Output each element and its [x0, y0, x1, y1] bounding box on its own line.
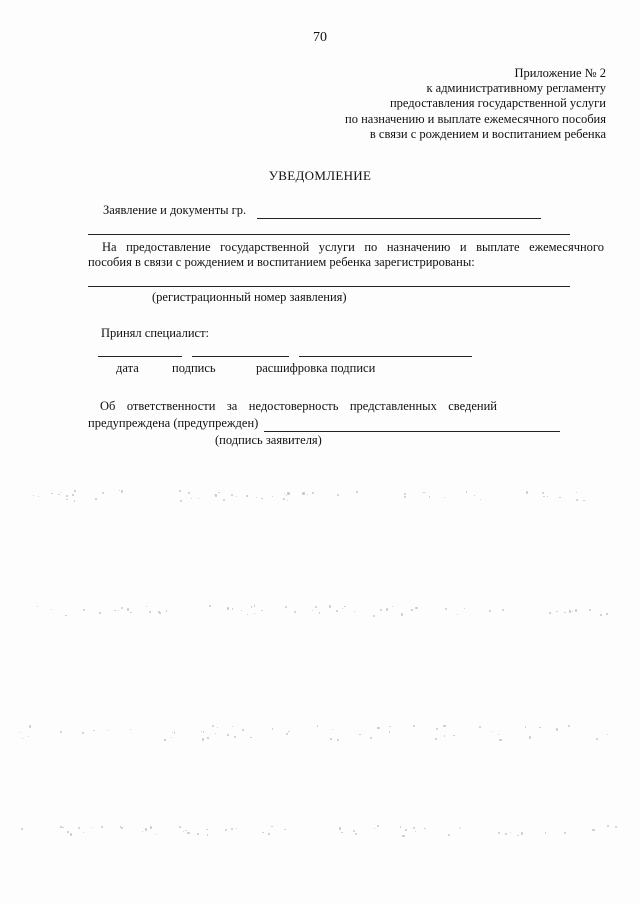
- scan-speck: [525, 726, 527, 728]
- scan-speck: [287, 500, 288, 501]
- scan-speck: [374, 828, 375, 829]
- scan-speck: [236, 496, 237, 497]
- scan-speck: [164, 739, 165, 740]
- scan-speck: [61, 492, 62, 493]
- scan-speck: [166, 610, 167, 611]
- scan-speck: [315, 606, 317, 608]
- scan-speck: [389, 731, 390, 732]
- scan-speck: [444, 735, 446, 737]
- scan-speck: [146, 606, 147, 607]
- scan-speck: [545, 832, 547, 834]
- responsibility-line-2: предупреждена (предупрежден): [88, 416, 259, 430]
- scan-speck: [448, 834, 450, 836]
- scan-speck: [127, 608, 129, 610]
- scan-speck: [179, 490, 181, 492]
- responsibility-line-1: Об ответственности за недостоверность представленных сведений: [100, 399, 497, 413]
- scan-speck: [114, 610, 116, 612]
- scan-speck: [242, 729, 244, 731]
- scan-speck: [232, 608, 233, 609]
- scan-speck: [179, 826, 181, 828]
- scan-speck: [592, 829, 594, 831]
- scan-speck: [510, 832, 511, 833]
- scan-speck: [353, 830, 355, 832]
- scan-speck: [121, 490, 123, 492]
- appendix-line: в связи с рождением и воспитанием ребенка: [369, 126, 606, 141]
- scan-speck: [568, 725, 570, 727]
- scan-speck: [402, 835, 404, 837]
- scan-speck: [529, 736, 531, 738]
- scan-speck: [121, 827, 123, 829]
- scan-speck: [28, 736, 29, 737]
- scan-speck: [332, 729, 333, 730]
- scan-speck: [499, 739, 501, 741]
- scan-speck: [21, 828, 23, 830]
- scan-speck: [101, 826, 103, 828]
- scan-speck: [215, 733, 216, 734]
- scan-speck: [102, 492, 104, 494]
- scan-speck: [261, 610, 262, 611]
- scan-speck: [145, 828, 147, 830]
- scan-speck: [285, 606, 287, 608]
- scan-speck: [330, 738, 332, 740]
- scan-speck: [284, 493, 286, 495]
- scan-speck: [272, 728, 274, 730]
- page-number: 70: [313, 30, 327, 45]
- scan-speck: [91, 827, 92, 828]
- scan-speck: [227, 607, 229, 609]
- scan-speck: [247, 614, 248, 615]
- registration-line-1: На предоставление государственной услуги по назначению и выплате ежемесячного: [102, 240, 604, 254]
- scan-speck: [329, 605, 331, 607]
- scan-speck: [337, 494, 339, 496]
- scan-speck: [596, 738, 598, 740]
- scan-speck: [254, 605, 255, 606]
- scan-speck: [60, 731, 62, 733]
- scan-speck: [287, 492, 289, 494]
- scan-speck: [615, 826, 617, 828]
- scan-speck: [217, 727, 218, 728]
- scan-speck: [444, 497, 445, 498]
- applicant-name-line-2[interactable]: [88, 234, 570, 235]
- scan-speck: [262, 832, 263, 833]
- scan-speck: [576, 492, 577, 493]
- scan-speck: [415, 831, 416, 832]
- scan-speck: [256, 497, 257, 498]
- scan-speck: [400, 826, 402, 828]
- applicant-signature-caption: (подпись заявителя): [215, 433, 322, 447]
- date-line[interactable]: [98, 356, 182, 357]
- scan-speck: [246, 495, 248, 497]
- scan-speck: [149, 611, 151, 613]
- scan-speck: [22, 738, 23, 739]
- signature-line[interactable]: [192, 356, 289, 357]
- scan-speck: [319, 612, 321, 614]
- scan-speck: [401, 613, 403, 615]
- scan-speck: [108, 730, 109, 731]
- scan-speck: [386, 608, 388, 610]
- scan-speck: [171, 737, 173, 739]
- appendix-header: [345, 66, 606, 142]
- scan-speck: [336, 610, 338, 612]
- scan-speck: [392, 606, 393, 607]
- scan-speck: [549, 612, 551, 614]
- scan-speck: [543, 496, 545, 498]
- scan-speck: [60, 826, 62, 828]
- scan-speck: [130, 612, 132, 614]
- scan-speck: [600, 614, 602, 616]
- scan-speck: [559, 497, 560, 498]
- appendix-line: Приложение № 2: [514, 66, 606, 80]
- scan-speck: [272, 496, 273, 497]
- scan-speck: [82, 732, 84, 734]
- scan-speck: [78, 827, 80, 829]
- scan-speck: [572, 611, 573, 612]
- scan-speck: [435, 738, 437, 740]
- scan-speck: [198, 498, 199, 499]
- scan-speck: [38, 496, 39, 497]
- scan-speck: [542, 492, 544, 494]
- scan-speck: [187, 832, 189, 834]
- scan-speck: [254, 613, 255, 614]
- scan-speck: [261, 498, 263, 500]
- scan-speck: [156, 834, 157, 835]
- scan-speck: [209, 605, 211, 607]
- scan-speck: [411, 609, 413, 611]
- scan-speck: [302, 492, 304, 494]
- scan-speck: [251, 606, 253, 608]
- scan-speck: [564, 832, 566, 834]
- scan-speck: [337, 739, 339, 741]
- scan-speck: [429, 496, 431, 498]
- scan-speck: [225, 829, 227, 831]
- scan-speck: [607, 734, 608, 735]
- date-caption: дата: [116, 361, 139, 375]
- scan-speck: [413, 725, 415, 727]
- scan-speck: [62, 827, 63, 828]
- scan-speck: [556, 728, 558, 730]
- scan-speck: [498, 734, 499, 735]
- scan-speck: [142, 831, 143, 832]
- scan-speck: [294, 611, 296, 613]
- scan-speck: [413, 827, 415, 829]
- scan-speck: [607, 825, 609, 827]
- registration-number-line[interactable]: [88, 286, 570, 287]
- scan-speck: [241, 610, 242, 611]
- scan-speck: [150, 826, 152, 828]
- scan-speck: [121, 607, 123, 609]
- scan-speck: [51, 493, 53, 495]
- registration-number-caption: (регистрационный номер заявления): [152, 290, 347, 304]
- scan-speck: [29, 725, 31, 727]
- scan-speck: [423, 492, 424, 493]
- scan-speck: [286, 495, 287, 496]
- scan-speck: [206, 829, 207, 830]
- scan-speck: [505, 833, 507, 835]
- scan-speck: [589, 609, 591, 611]
- scan-speck: [232, 726, 233, 727]
- scan-speck: [268, 833, 270, 835]
- appendix-line: предоставления государственной услуги: [389, 96, 606, 111]
- scan-speck: [415, 607, 417, 609]
- scan-speck: [474, 495, 475, 496]
- scan-speck: [70, 833, 72, 835]
- scan-speck: [355, 833, 357, 835]
- scan-speck: [583, 500, 584, 501]
- scan-speck: [212, 725, 214, 727]
- scan-speck: [342, 608, 343, 609]
- scan-speck: [191, 498, 193, 500]
- scan-speck: [83, 609, 85, 611]
- scan-speck: [354, 611, 355, 612]
- scan-speck: [547, 496, 548, 497]
- scan-speck: [288, 731, 289, 732]
- scan-speck: [575, 609, 577, 611]
- specialist-label: Принял специалист:: [101, 326, 210, 340]
- scan-speck: [118, 610, 119, 611]
- scan-speck: [498, 832, 500, 834]
- signature-caption: подпись: [172, 361, 216, 375]
- appendix-line: по назначению и выплате ежемесячного пособия: [345, 111, 606, 126]
- scan-speck: [284, 829, 286, 831]
- document-title: УВЕДОМЛЕНИЕ: [268, 168, 372, 183]
- scan-speck: [119, 490, 120, 491]
- scan-speck: [526, 491, 528, 493]
- scan-speck: [158, 611, 160, 613]
- scan-speck: [174, 732, 175, 733]
- scan-speck: [215, 494, 217, 496]
- scan-speck: [67, 831, 69, 833]
- scan-speck: [188, 492, 190, 494]
- scan-speck: [197, 833, 199, 835]
- scan-speck: [606, 613, 607, 614]
- scan-speck: [207, 737, 209, 739]
- scan-speck: [65, 615, 67, 617]
- scan-speck: [317, 725, 318, 726]
- scan-speck: [359, 734, 360, 735]
- scan-speck: [236, 828, 237, 829]
- scan-speck: [569, 610, 571, 612]
- scan-speck: [180, 500, 182, 502]
- scan-speck: [389, 726, 390, 727]
- scan-speck: [283, 498, 285, 500]
- applicant-name-line[interactable]: [257, 218, 541, 219]
- scan-speck: [72, 494, 74, 496]
- signature-decoding-caption: расшифровка подписи: [256, 361, 376, 375]
- applicant-label: Заявление и документы гр.: [103, 203, 247, 217]
- scan-speck: [231, 494, 233, 496]
- scan-speck: [517, 835, 518, 836]
- scan-speck: [344, 606, 346, 608]
- scan-speck: [424, 828, 425, 829]
- scan-speck: [339, 827, 341, 829]
- scan-speck: [556, 611, 558, 613]
- scan-speck: [380, 609, 382, 611]
- scan-speck: [341, 832, 343, 834]
- scan-speck: [234, 736, 236, 738]
- scan-speck: [479, 726, 481, 728]
- applicant-signature-line[interactable]: [264, 431, 560, 432]
- scan-speck: [37, 606, 38, 607]
- scan-speck: [95, 498, 97, 500]
- scan-speck: [404, 493, 406, 495]
- scan-speck: [223, 499, 225, 501]
- scan-speck: [436, 728, 438, 730]
- scan-speck: [51, 609, 52, 610]
- scan-speck: [464, 608, 465, 609]
- scan-speck: [521, 832, 523, 834]
- scan-speck: [271, 826, 272, 827]
- scan-speck: [58, 494, 60, 496]
- scan-speck: [443, 725, 445, 727]
- scan-speck: [459, 828, 460, 829]
- scan-speck: [489, 610, 491, 612]
- scan-speck: [373, 615, 375, 617]
- scan-speck: [445, 608, 447, 610]
- scan-speck: [453, 735, 454, 736]
- scan-speck: [404, 496, 406, 498]
- scan-speck: [576, 499, 578, 501]
- scan-speck: [539, 727, 541, 729]
- scan-speck: [218, 492, 220, 494]
- scan-speck: [457, 614, 458, 615]
- scan-speck: [227, 734, 229, 736]
- scan-speck: [99, 612, 101, 614]
- registration-paragraph: [88, 240, 604, 270]
- scan-speck: [492, 731, 493, 732]
- scan-speck: [201, 731, 202, 732]
- scan-speck: [185, 830, 186, 831]
- scan-speck: [33, 495, 34, 496]
- scan-speck: [564, 612, 566, 614]
- scan-speck: [130, 729, 131, 730]
- scan-speck: [377, 825, 379, 827]
- scan-speck: [250, 737, 252, 739]
- scan-speck: [66, 495, 68, 497]
- scan-speck: [93, 730, 94, 731]
- scan-speck: [83, 832, 84, 833]
- scan-speck: [377, 727, 379, 729]
- scan-speck: [286, 733, 288, 735]
- scan-speck: [74, 490, 76, 492]
- scan-speck: [356, 491, 358, 493]
- scan-speck: [480, 499, 481, 500]
- scan-speck: [370, 737, 372, 739]
- scan-speck: [183, 831, 185, 833]
- scan-speck: [312, 492, 314, 494]
- scan-speck: [307, 494, 308, 495]
- scan-speck: [74, 500, 76, 502]
- scan-speck: [312, 610, 313, 611]
- scan-speck: [405, 829, 407, 831]
- scan-speck: [207, 834, 208, 835]
- signature-decoding-line[interactable]: [299, 356, 472, 357]
- scan-speck: [20, 732, 21, 733]
- scan-speck: [502, 609, 504, 611]
- appendix-line: к административному регламенту: [426, 81, 606, 96]
- scan-speck: [202, 738, 204, 740]
- scan-speck: [466, 491, 467, 492]
- scan-speck: [203, 731, 204, 732]
- registration-line-2: пособия в связи с рождением и воспитанием ребенка зарегистрированы:: [88, 255, 475, 269]
- scan-speck: [231, 828, 233, 830]
- scan-speck: [66, 499, 68, 501]
